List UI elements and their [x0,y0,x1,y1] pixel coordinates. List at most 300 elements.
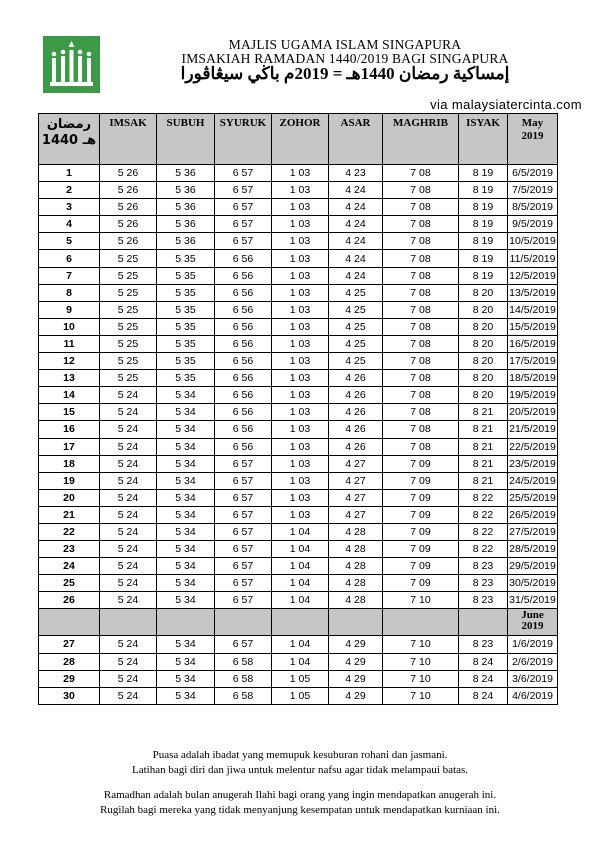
day-cell: 11 [39,335,100,352]
schedule-title: IMSAKIAH RAMADAN 1440/2019 BAGI SINGAPURA [181,51,509,66]
syuruk-cell: 6 57 [215,199,272,216]
zohor-cell: 1 03 [272,421,329,438]
june-separator [39,609,558,636]
subuh-cell: 5 36 [157,199,215,216]
syuruk-cell: 6 58 [215,670,272,687]
date-cell: 23/5/2019 [508,455,558,472]
syuruk-cell: 6 56 [215,284,272,301]
isyak-cell: 8 20 [459,335,508,352]
isyak-cell: 8 20 [459,284,508,301]
imsak-header: IMSAK [100,114,157,165]
maghrib-cell: 7 08 [383,301,459,318]
syuruk-cell: 6 57 [215,182,272,199]
isyak-cell: 8 24 [459,687,508,704]
date-cell: 28/5/2019 [508,541,558,558]
table-row [39,592,558,609]
imsak-cell: 5 24 [100,523,157,540]
table-row [39,233,558,250]
subuh-cell: 5 35 [157,284,215,301]
date-cell: 24/5/2019 [508,472,558,489]
maghrib-cell: 7 08 [383,182,459,199]
asar-cell: 4 29 [329,670,383,687]
asar-cell: 4 25 [329,318,383,335]
table-row [39,165,558,182]
maghrib-cell: 7 08 [383,267,459,284]
day-cell: 13 [39,370,100,387]
table-row [39,335,558,352]
syuruk-cell: 6 56 [215,438,272,455]
syuruk-cell: 6 57 [215,575,272,592]
imsak-cell: 5 26 [100,165,157,182]
zohor-cell: 1 04 [272,575,329,592]
asar-cell: 4 28 [329,558,383,575]
isyak-cell: 8 19 [459,250,508,267]
subuh-cell: 5 34 [157,636,215,653]
syuruk-cell: 6 56 [215,250,272,267]
subuh-cell: 5 34 [157,421,215,438]
imsak-cell: 5 24 [100,636,157,653]
footer-line: Puasa adalah ibadat yang memupuk kesuburan rohani dan jasmani. [152,749,448,761]
maghrib-cell: 7 08 [383,216,459,233]
isyak-cell: 8 20 [459,387,508,404]
zohor-cell: 1 04 [272,592,329,609]
maghrib-header: MAGHRIB [383,114,459,165]
date-cell: 19/5/2019 [508,387,558,404]
maghrib-cell: 7 10 [383,687,459,704]
subuh-cell: 5 34 [157,653,215,670]
maghrib-cell: 7 08 [383,165,459,182]
day-cell: 17 [39,438,100,455]
maghrib-cell: 7 10 [383,636,459,653]
day-cell: 4 [39,216,100,233]
asar-cell: 4 26 [329,438,383,455]
zohor-cell: 1 05 [272,670,329,687]
day-cell: 30 [39,687,100,704]
zohor-cell: 1 03 [272,506,329,523]
table-row [39,687,558,704]
table-row [39,250,558,267]
maghrib-cell: 7 09 [383,575,459,592]
asar-cell: 4 29 [329,687,383,704]
isyak-cell: 8 23 [459,592,508,609]
syuruk-cell: 6 56 [215,318,272,335]
imsak-cell: 5 24 [100,558,157,575]
date-cell: 27/5/2019 [508,523,558,540]
zohor-cell: 1 03 [272,216,329,233]
maghrib-cell: 7 08 [383,335,459,352]
date-cell: 6/5/2019 [508,165,558,182]
asar-cell: 4 27 [329,455,383,472]
zohor-cell: 1 03 [272,284,329,301]
zohor-cell: 1 03 [272,455,329,472]
date-cell: 2/6/2019 [508,653,558,670]
maghrib-cell: 7 09 [383,541,459,558]
table-row [39,472,558,489]
syuruk-cell: 6 56 [215,404,272,421]
asar-cell: 4 24 [329,199,383,216]
isyak-cell: 8 24 [459,653,508,670]
date-cell: 18/5/2019 [508,370,558,387]
imsak-cell: 5 24 [100,438,157,455]
maghrib-cell: 7 08 [383,404,459,421]
may-rows [39,165,558,609]
imsak-cell: 5 25 [100,250,157,267]
isyak-cell: 8 20 [459,370,508,387]
maghrib-cell: 7 09 [383,472,459,489]
june-rows [39,636,558,704]
subuh-cell: 5 35 [157,353,215,370]
isyak-cell: 8 21 [459,472,508,489]
june-month: June [521,609,544,622]
day-cell: 20 [39,489,100,506]
separator-cell [383,609,459,636]
imsak-cell: 5 25 [100,353,157,370]
zohor-cell: 1 04 [272,541,329,558]
date-cell: 13/5/2019 [508,284,558,301]
asar-cell: 4 28 [329,523,383,540]
gregorian-year: 2019 [521,130,544,142]
day-cell: 8 [39,284,100,301]
day-cell: 19 [39,472,100,489]
table-row [39,318,558,335]
imsak-cell: 5 24 [100,575,157,592]
date-cell: 29/5/2019 [508,558,558,575]
subuh-cell: 5 34 [157,670,215,687]
isyak-cell: 8 19 [459,165,508,182]
imsak-cell: 5 24 [100,489,157,506]
gregorian-month-header [508,114,558,165]
zohor-cell: 1 03 [272,318,329,335]
date-cell: 11/5/2019 [508,250,558,267]
imsak-cell: 5 24 [100,387,157,404]
separator-cell [100,609,157,636]
asar-cell: 4 24 [329,250,383,267]
table-row [39,421,558,438]
maghrib-cell: 7 09 [383,489,459,506]
isyak-cell: 8 22 [459,523,508,540]
gregorian-month: May [521,117,544,129]
syuruk-cell: 6 57 [215,472,272,489]
zohor-cell: 1 03 [272,370,329,387]
isyak-cell: 8 19 [459,199,508,216]
imsak-cell: 5 24 [100,421,157,438]
maghrib-cell: 7 08 [383,199,459,216]
arabic-title: إمساكية رمضان 1440هـ = 2019م باڬي سيڠاڤورا [180,64,510,83]
isyak-cell: 8 20 [459,318,508,335]
table-row [39,199,558,216]
zohor-cell: 1 04 [272,636,329,653]
syuruk-cell: 6 57 [215,558,272,575]
isyak-cell: 8 24 [459,670,508,687]
imsak-cell: 5 25 [100,301,157,318]
isyak-cell: 8 19 [459,182,508,199]
imsak-cell: 5 25 [100,318,157,335]
day-cell: 18 [39,455,100,472]
table-row [39,370,558,387]
table-row [39,284,558,301]
table-row [39,523,558,540]
subuh-cell: 5 34 [157,438,215,455]
zohor-cell: 1 03 [272,353,329,370]
zohor-cell: 1 03 [272,335,329,352]
imsak-cell: 5 26 [100,199,157,216]
date-cell: 22/5/2019 [508,438,558,455]
isyak-cell: 8 22 [459,541,508,558]
asar-cell: 4 24 [329,267,383,284]
maghrib-cell: 7 09 [383,523,459,540]
hijri-month-name: رمضان [46,117,92,132]
syuruk-cell: 6 57 [215,216,272,233]
zohor-cell: 1 03 [272,250,329,267]
syuruk-cell: 6 57 [215,455,272,472]
imsak-cell: 5 26 [100,182,157,199]
syuruk-cell: 6 57 [215,489,272,506]
isyak-header: ISYAK [459,114,508,165]
maghrib-cell: 7 10 [383,592,459,609]
hijri-month-header [39,114,100,165]
asar-cell: 4 26 [329,404,383,421]
syuruk-cell: 6 56 [215,387,272,404]
table-row [39,489,558,506]
zohor-cell: 1 03 [272,199,329,216]
table-row [39,387,558,404]
asar-cell: 4 27 [329,489,383,506]
muis-logo [43,36,100,93]
maghrib-cell: 7 09 [383,455,459,472]
syuruk-cell: 6 56 [215,301,272,318]
isyak-cell: 8 21 [459,404,508,421]
maghrib-cell: 7 08 [383,250,459,267]
day-cell: 12 [39,353,100,370]
maghrib-cell: 7 08 [383,387,459,404]
zohor-cell: 1 03 [272,404,329,421]
subuh-cell: 5 35 [157,318,215,335]
maghrib-cell: 7 08 [383,370,459,387]
date-cell: 4/6/2019 [508,687,558,704]
june-month-cell [508,609,558,636]
isyak-cell: 8 22 [459,506,508,523]
table-row [39,636,558,653]
imsak-cell: 5 24 [100,670,157,687]
day-cell: 22 [39,523,100,540]
maghrib-cell: 7 09 [383,558,459,575]
hijri-year: 1440 هـ [41,133,97,148]
day-cell: 2 [39,182,100,199]
day-cell: 16 [39,421,100,438]
syuruk-cell: 6 57 [215,636,272,653]
zohor-cell: 1 03 [272,438,329,455]
table-row [39,438,558,455]
date-cell: 17/5/2019 [508,353,558,370]
asar-cell: 4 24 [329,182,383,199]
asar-cell: 4 25 [329,353,383,370]
zohor-cell: 1 03 [272,301,329,318]
table-row [39,653,558,670]
asar-cell: 4 25 [329,335,383,352]
isyak-cell: 8 21 [459,438,508,455]
asar-cell: 4 26 [329,387,383,404]
separator-cell [329,609,383,636]
asar-cell: 4 25 [329,284,383,301]
isyak-cell: 8 21 [459,421,508,438]
syuruk-cell: 6 57 [215,165,272,182]
date-cell: 16/5/2019 [508,335,558,352]
table-row [39,541,558,558]
day-cell: 26 [39,592,100,609]
imsak-cell: 5 25 [100,370,157,387]
table-row [39,455,558,472]
isyak-cell: 8 19 [459,216,508,233]
subuh-cell: 5 34 [157,472,215,489]
isyak-cell: 8 22 [459,489,508,506]
day-cell: 1 [39,165,100,182]
imsak-cell: 5 24 [100,592,157,609]
table-row [39,182,558,199]
table-row [39,558,558,575]
june-year: 2019 [521,620,544,633]
imsak-cell: 5 24 [100,472,157,489]
imsak-cell: 5 25 [100,284,157,301]
syuruk-cell: 6 57 [215,523,272,540]
date-cell: 9/5/2019 [508,216,558,233]
imsak-cell: 5 26 [100,233,157,250]
subuh-cell: 5 34 [157,404,215,421]
maghrib-cell: 7 08 [383,438,459,455]
day-cell: 21 [39,506,100,523]
separator-cell [215,609,272,636]
maghrib-cell: 7 08 [383,318,459,335]
date-cell: 12/5/2019 [508,267,558,284]
table-row [39,301,558,318]
zohor-cell: 1 03 [272,233,329,250]
date-cell: 15/5/2019 [508,318,558,335]
separator-cell [157,609,215,636]
separator-cell [459,609,508,636]
maghrib-cell: 7 08 [383,353,459,370]
subuh-cell: 5 34 [157,558,215,575]
footer-quote-1 [0,748,600,778]
day-cell: 24 [39,558,100,575]
isyak-cell: 8 23 [459,558,508,575]
maghrib-cell: 7 08 [383,421,459,438]
subuh-cell: 5 34 [157,687,215,704]
zohor-cell: 1 04 [272,558,329,575]
subuh-cell: 5 35 [157,370,215,387]
syuruk-cell: 6 56 [215,421,272,438]
subuh-cell: 5 36 [157,233,215,250]
asar-cell: 4 28 [329,575,383,592]
table-row [39,404,558,421]
day-cell: 10 [39,318,100,335]
asar-cell: 4 26 [329,421,383,438]
maghrib-cell: 7 10 [383,653,459,670]
date-cell: 21/5/2019 [508,421,558,438]
subuh-cell: 5 34 [157,541,215,558]
footer-line: Ramadhan adalah bulan anugerah Ilahi bagi orang yang ingin mendapatkan anugerah ini. [103,789,497,801]
asar-cell: 4 26 [329,370,383,387]
day-cell: 5 [39,233,100,250]
day-cell: 29 [39,670,100,687]
separator-cell [272,609,329,636]
maghrib-cell: 7 09 [383,506,459,523]
asar-cell: 4 27 [329,472,383,489]
subuh-cell: 5 34 [157,523,215,540]
imsakiah-table [38,113,558,705]
date-cell: 26/5/2019 [508,506,558,523]
asar-cell: 4 27 [329,506,383,523]
footer-line: Latihan bagi diri dan jiwa untuk melentur nafsu agar tidak melampaui batas. [131,764,468,776]
imsak-cell: 5 24 [100,455,157,472]
subuh-cell: 5 35 [157,250,215,267]
imsak-cell: 5 24 [100,653,157,670]
syuruk-cell: 6 56 [215,370,272,387]
isyak-cell: 8 20 [459,301,508,318]
asar-cell: 4 23 [329,165,383,182]
footer-line: Rugilah bagi mereka yang tidak menyanjung kesempatan untuk mendapatkan kurniaan ini. [100,804,500,816]
date-cell: 20/5/2019 [508,404,558,421]
isyak-cell: 8 23 [459,575,508,592]
asar-header: ASAR [329,114,383,165]
imsak-cell: 5 24 [100,541,157,558]
zohor-cell: 1 04 [272,653,329,670]
day-cell: 7 [39,267,100,284]
asar-cell: 4 28 [329,592,383,609]
subuh-cell: 5 35 [157,335,215,352]
date-cell: 14/5/2019 [508,301,558,318]
syuruk-cell: 6 58 [215,653,272,670]
footer-quote-2 [0,788,600,818]
date-cell: 3/6/2019 [508,670,558,687]
subuh-cell: 5 36 [157,216,215,233]
date-cell: 10/5/2019 [508,233,558,250]
zohor-cell: 1 03 [272,182,329,199]
subuh-cell: 5 34 [157,455,215,472]
maghrib-cell: 7 10 [383,670,459,687]
day-cell: 27 [39,636,100,653]
isyak-cell: 8 23 [459,636,508,653]
subuh-header: SUBUH [157,114,215,165]
subuh-cell: 5 34 [157,506,215,523]
date-cell: 8/5/2019 [508,199,558,216]
imsak-cell: 5 24 [100,506,157,523]
zohor-cell: 1 03 [272,165,329,182]
table-row [39,353,558,370]
day-cell: 6 [39,250,100,267]
date-cell: 1/6/2019 [508,636,558,653]
date-cell: 30/5/2019 [508,575,558,592]
asar-cell: 4 24 [329,216,383,233]
isyak-cell: 8 19 [459,233,508,250]
subuh-cell: 5 34 [157,575,215,592]
asar-cell: 4 29 [329,636,383,653]
syuruk-cell: 6 56 [215,267,272,284]
imsak-cell: 5 25 [100,335,157,352]
source-credit: via malaysiatercinta.com [430,97,582,112]
subuh-cell: 5 34 [157,489,215,506]
table-header-row [39,114,558,165]
zohor-cell: 1 03 [272,489,329,506]
date-cell: 7/5/2019 [508,182,558,199]
imsak-cell: 5 26 [100,216,157,233]
table-row [39,506,558,523]
separator-cell [39,609,100,636]
asar-cell: 4 25 [329,301,383,318]
maghrib-cell: 7 08 [383,233,459,250]
june-separator-row [39,609,558,636]
subuh-cell: 5 34 [157,592,215,609]
syuruk-cell: 6 56 [215,353,272,370]
day-cell: 3 [39,199,100,216]
